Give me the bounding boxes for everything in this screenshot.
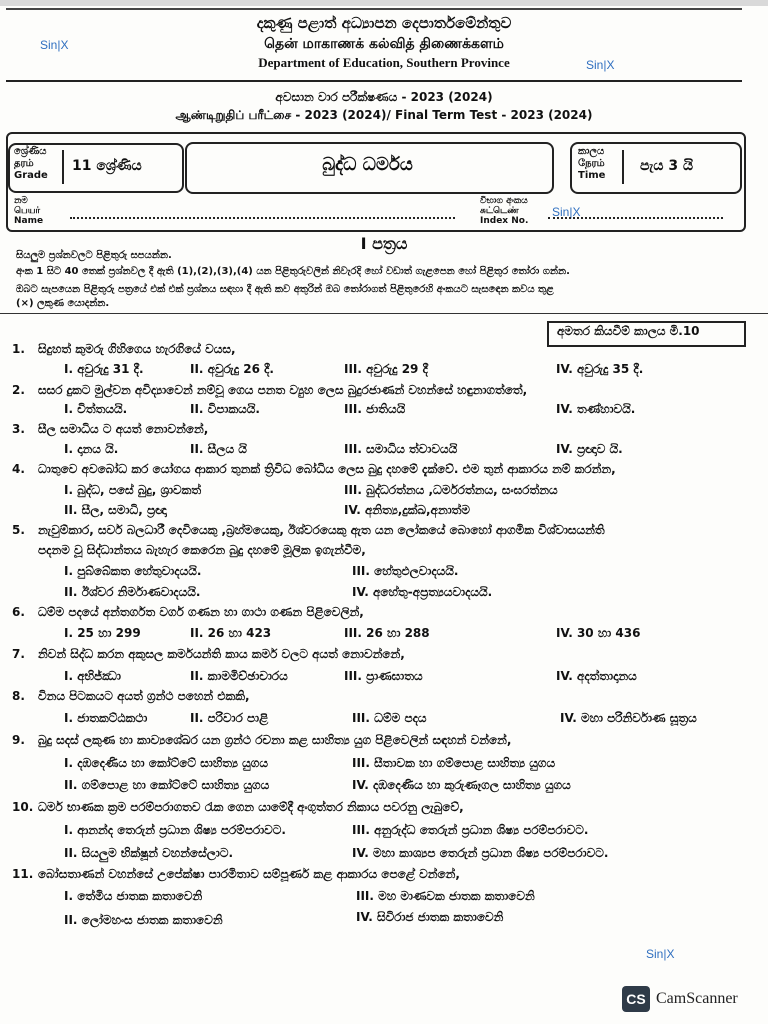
question-1: 1. සිදුහත් කුමරු ගිහිගෙය හැරගියේ වයස, bbox=[12, 342, 236, 356]
q4-option-2[interactable]: II. සීල, සමාධි, ප්‍රඥා bbox=[64, 503, 167, 517]
top-scan-strip bbox=[0, 0, 768, 6]
subject-title: බුද්ධ ධර්මය bbox=[322, 154, 413, 175]
index-labels: විභාග අංකය சுட்டெண் Index No. bbox=[480, 196, 529, 226]
section-divider bbox=[0, 313, 768, 314]
question-3: 3. සීල සමාධිය ට අයත් නොවන්නේ, bbox=[12, 422, 209, 436]
q10-option-2[interactable]: II. සියලුම භික්ෂූන් වහන්සේලාට. bbox=[64, 846, 234, 860]
watermark-1: Sin|X bbox=[40, 38, 69, 52]
time-labels: කාලය நேரம் Time bbox=[578, 146, 606, 181]
q2-option-1[interactable]: I. චිත්තයයි. bbox=[64, 402, 128, 416]
q10-option-3[interactable]: III. අනුරුද්ධ තෙරුන් ප්‍රධාන ශිෂ්‍ය පරම්පරාවට. bbox=[352, 823, 589, 837]
instruction-line-1: සියලුම ප්‍රශ්නවලට පිළිතුරු සපයන්න. bbox=[16, 250, 172, 261]
camscanner-logo-icon: CS bbox=[622, 986, 650, 1012]
q1-option-1[interactable]: I. අවුරුදු 31 දී. bbox=[64, 362, 144, 376]
q6-option-1[interactable]: I. 25 හා 299 bbox=[64, 626, 141, 640]
q1-option-2[interactable]: II. අවුරුදු 26 දී. bbox=[190, 362, 274, 376]
index-number-field-line[interactable] bbox=[548, 217, 723, 219]
q9-option-4[interactable]: IV. දඹදෙණිය හා කුරුණෑගල සාහිත්‍ය යුගය bbox=[352, 778, 571, 792]
q3-option-3[interactable]: III. සමාධිය ත්වාවයයි bbox=[344, 442, 458, 456]
name-field-line[interactable] bbox=[70, 217, 455, 219]
dept-name-tamil: தென் மாகாணக் கல்வித் திணைக்களம் bbox=[264, 36, 504, 52]
q5-option-4[interactable]: IV. අහේතු-අප්‍රත්‍යයවාදයයි. bbox=[352, 585, 493, 599]
q8-option-3[interactable]: III. ධම්ම පදය bbox=[352, 711, 427, 725]
q6-option-4[interactable]: IV. 30 හා 436 bbox=[556, 626, 641, 640]
instruction-line-2: අංක 1 සිට 40 තෙක් ප්‍රශ්නවල දී ඇති (1),(2),(3),(4) යන පිළිතුරුවලින් නිවැරදි හෝ වඩාත් ගැළපෙන හෝ පිළිතුර තෝරා ගන්න. bbox=[16, 266, 570, 277]
q11-option-2[interactable]: II. ලෝමහංස ජාතක කතාවෙනි bbox=[64, 913, 223, 927]
q7-option-1[interactable]: I. අභිජ්ඣා bbox=[64, 669, 121, 683]
q1-option-3[interactable]: III. අවුරුදු 29 දී bbox=[344, 362, 428, 376]
q5-option-2[interactable]: II. ඊශ්වර නිර්මාණවාදයයි. bbox=[64, 585, 201, 599]
question-10: 10. ධර්ම භාණක ක්‍රම පරම්පරාගතව රැක ගෙන යාමේදී අංගුත්තර නිකාය පවරනු ලැබුවේ, bbox=[12, 800, 464, 814]
time-value: පැය 3 යි bbox=[640, 158, 694, 174]
q6-option-3[interactable]: III. 26 හා 288 bbox=[344, 626, 430, 640]
instruction-line-4: (×) ලකුණ යොදන්න. bbox=[16, 298, 110, 309]
q9-option-1[interactable]: I. දඹදෙණිය හා කෝට්ටේ සාහිත්‍ය යුගය bbox=[64, 756, 268, 770]
q2-option-3[interactable]: III. ජාතියයි bbox=[344, 402, 406, 416]
q8-option-1[interactable]: I. ජාතකට්ඨකථා bbox=[64, 711, 148, 725]
q3-option-1[interactable]: I. දානය යි. bbox=[64, 442, 119, 456]
watermark-4: Sin|X bbox=[646, 947, 675, 961]
exam-title-sinhala: අවසාන වාර පරීක්ෂණය - 2023 (2024) bbox=[275, 90, 493, 104]
dept-name-english: Department of Education, Southern Province bbox=[258, 55, 510, 70]
question-5: 5. නැවුම්කාර, සර්ව බලධාරී දෙවියෙකු ,බ්‍රහ්මයෙකු, ඊශ්වරයෙකු ඇත යන ලෝකයේ බොහෝ ආගමික විශ්වාසයන්ති bbox=[12, 523, 605, 537]
watermark-3: Sin|X bbox=[552, 205, 581, 219]
q8-option-2[interactable]: II. පරිවාර පාළි bbox=[190, 711, 269, 725]
question-4: 4. ධාතුවෙ අවබෝධ කර යෝගය ආකාර තුනක් ත්‍රිවිධ බෝධිය ලෙස බුදු දහමේ දැක්වේ. එම තුන් ආකාරය නම් කරන්න, bbox=[12, 462, 616, 476]
q11-option-1[interactable]: I. තේමිය ජාතක කතාවෙනි bbox=[64, 889, 203, 903]
q4-option-3[interactable]: III. බුද්ධරත්නය ,ධර්මරත්නය, සංඝරත්නය bbox=[344, 483, 558, 497]
question-5-continued: පදනම වූ සිද්ධාන්තය බැහැර කෙරෙන බුදු දහමේ මූලික ඉගැන්වීම, bbox=[38, 543, 366, 557]
q6-option-2[interactable]: II. 26 හා 423 bbox=[190, 626, 272, 640]
reading-time-label: අමතර කියවීම් කාලය මි.10 bbox=[557, 324, 700, 338]
camscanner-brand: CamScanner bbox=[656, 990, 738, 1007]
exam-title-multilingual: ஆண்டிறுதிப் பரீட்சை - 2023 (2024)/ Final Term Test - 2023 (2024) bbox=[175, 108, 593, 122]
question-9: 9. බුදු සදස් ලකුණ හා කාව්‍යශේඛර යන ග්‍රන්ථ රචනා කළ සාහිත්‍ය යුග පිළිවෙලින් සඳහන් වන්නේ, bbox=[12, 733, 512, 747]
name-labels: නම பெயர் Name bbox=[14, 196, 44, 226]
q7-option-4[interactable]: IV. අදත්තාදානය bbox=[556, 669, 637, 683]
q8-option-4[interactable]: IV. මහා පරිනිර්වාණ සූත්‍රය bbox=[560, 711, 697, 725]
watermark-2: Sin|X bbox=[586, 58, 615, 72]
q10-option-4[interactable]: IV. මහා කාශ්‍යප තෙරුන් ප්‍රධාන ශිෂ්‍ය පරම්පරාවට. bbox=[352, 846, 609, 860]
grade-value: 11 ශ්‍රේණිය bbox=[72, 158, 142, 174]
q10-option-1[interactable]: I. ආනන්ද තෙරුන් ප්‍රධාන ශිෂ්‍ය පරම්පරාවට. bbox=[64, 823, 286, 837]
q4-option-1[interactable]: I. බුද්ධ, පසේ බුදු, ශ්‍රාවකත් bbox=[64, 483, 202, 497]
q5-option-1[interactable]: I. පුබ්බේකත හේතුවාදයයි. bbox=[64, 564, 202, 578]
q2-option-2[interactable]: II. විපාකයයි. bbox=[190, 402, 260, 416]
dept-name-sinhala: දකුණු පළාත් අධ්‍යාපන දෙපාර්තමේන්තුව bbox=[256, 14, 512, 32]
q3-option-4[interactable]: IV. ප්‍රඥාව යි. bbox=[556, 442, 623, 456]
grade-divider bbox=[62, 150, 64, 184]
instruction-line-3: ඔබට සැපයෙන පිළිතුරු පත්‍රයේ එක් එක් ප්‍රශ්නය සඳහා දී ඇති කව අතුරින් ඔබ තෝරාගත් පිළිතුරෙහි අංකයට සැසඳෙන කවය තුළ bbox=[16, 284, 554, 295]
q3-option-2[interactable]: II. සීලය යි bbox=[190, 442, 247, 456]
q2-option-4[interactable]: IV. තණ්හාවයි. bbox=[556, 402, 636, 416]
question-11: 11. බෝසතාණන් වහන්සේ උපේක්ෂා පාරමිතාව සම්පූර්ණ කළ ආකාරය පෙළේ වන්නේ, bbox=[12, 867, 460, 881]
q4-option-4[interactable]: IV. අනිත්‍ය,දුක්ඛ,අනාත්ම bbox=[344, 503, 471, 517]
time-divider bbox=[622, 150, 624, 184]
q7-option-3[interactable]: III. ප්‍රාණඝාතය bbox=[344, 669, 423, 683]
q11-option-4[interactable]: IV. සිවිරාජ ජාතක කතාවෙනි bbox=[356, 910, 504, 924]
q1-option-4[interactable]: IV. අවුරුදු 35 දී. bbox=[556, 362, 644, 376]
question-6: 6. ධම්ම පදයේ අන්තර්ගත වර්ග ගණන හා ගාථා ගණන පිළිවෙලින්, bbox=[12, 605, 364, 619]
q5-option-3[interactable]: III. හේතුඵලවාදයයි. bbox=[352, 564, 459, 578]
q9-option-2[interactable]: II. ගම්පොළ හා කෝට්ටේ සාහිත්‍ය යුගය bbox=[64, 778, 270, 792]
q9-option-3[interactable]: III. සීතාවක හා ගම්පොළ සාහිත්‍ය යුගය bbox=[352, 756, 556, 770]
part-title: I පත්‍රය bbox=[360, 234, 408, 253]
question-7: 7. නිවන් සිද්ධ කරන අකුසල කර්මයන්ති කාය කර්ම වලට අයත් නොවන්නේ, bbox=[12, 647, 405, 661]
grade-labels: ශ්‍රේණිය தரம் Grade bbox=[14, 146, 48, 181]
question-8: 8. විනය පිටකයට අයත් ග්‍රන්ථ පහෙන් එකකි, bbox=[12, 689, 250, 703]
question-2: 2. සසර දුකට මුල්වන අවිද්‍යාවෙන් නම්වූ ගෙය පනත ව්‍යුහ ලෙස බුදුරජාණන් වහන්සේ හඳුනාගත්තේ, bbox=[12, 383, 528, 397]
q11-option-3[interactable]: III. මහ මාණවක ජාතක කතාවෙනි bbox=[356, 889, 535, 903]
q7-option-2[interactable]: II. කාමමිච්ඡාචාරය bbox=[190, 669, 288, 683]
